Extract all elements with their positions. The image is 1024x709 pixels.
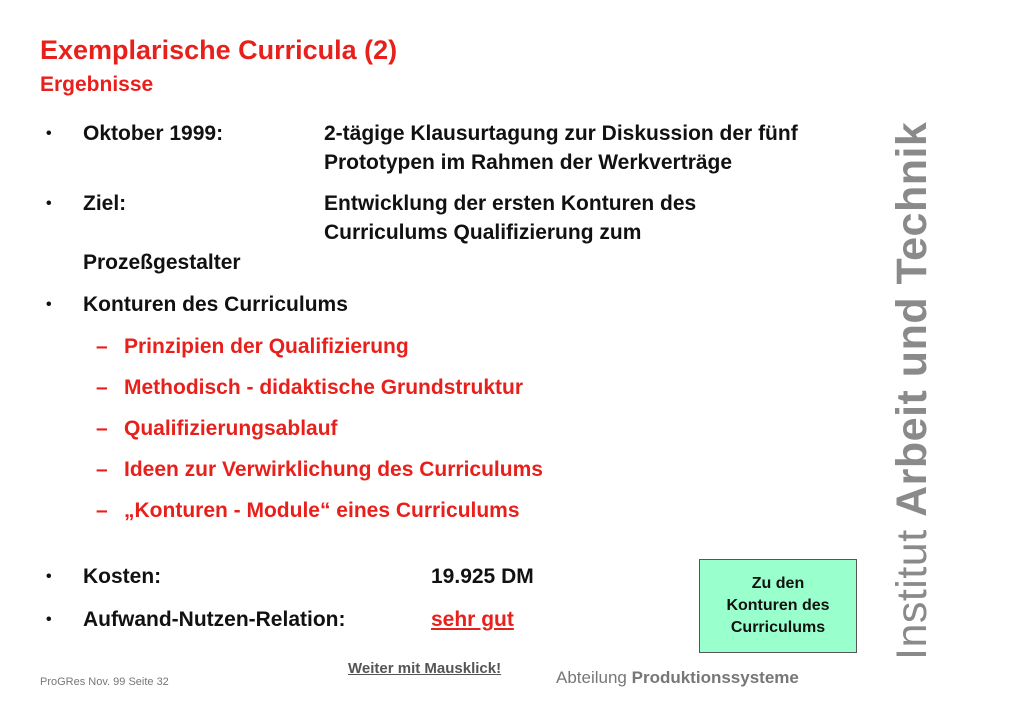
bullet-icon: • <box>46 611 52 628</box>
bullet-icon: • <box>46 195 52 212</box>
next-click-link[interactable]: Weiter mit Mausklick! <box>348 660 502 677</box>
sub-item-3: Qualifizierungsablauf <box>124 417 338 440</box>
ziel-text-line2: Curriculums Qualifizierung zum <box>324 221 642 244</box>
bullet-icon: • <box>46 125 52 142</box>
dash-icon: – <box>96 335 108 358</box>
bullet-icon: • <box>46 296 52 313</box>
oktober-text-line2: Prototypen im Rahmen der Werkverträge <box>324 151 733 174</box>
oktober-label: Oktober 1999: <box>83 122 224 145</box>
box-line3: Curriculums <box>730 619 826 636</box>
oktober-text-line1: 2-tägige Klausurtagung zur Diskussion der fünf <box>324 122 798 145</box>
dash-icon: – <box>96 417 108 440</box>
sub-item-5: „Konturen - Module“ eines Curriculums <box>124 499 520 522</box>
slide-subtitle: Ergebnisse <box>40 73 154 96</box>
footer-page-info: ProGRes Nov. 99 Seite 32 <box>40 676 169 688</box>
institute-vertical-text <box>889 122 935 660</box>
sub-item-1: Prinzipien der Qualifizierung <box>124 335 409 358</box>
kosten-value: 19.925 DM <box>431 565 534 588</box>
aufwand-value-link[interactable]: sehr gut <box>431 608 514 631</box>
ziel-label: Ziel: <box>83 192 127 215</box>
ziel-text-line1: Entwicklung der ersten Konturen des <box>324 192 697 215</box>
aufwand-label: Aufwand-Nutzen-Relation: <box>83 608 346 631</box>
ziel-text-line3: Prozeßgestalter <box>83 251 241 274</box>
box-line2: Konturen des <box>726 597 830 614</box>
kosten-label: Kosten: <box>83 565 162 588</box>
slide-title: Exemplarische Curricula (2) <box>40 35 398 65</box>
institute-light-text: Institut <box>888 516 936 660</box>
dash-icon: – <box>96 376 108 399</box>
footer-dept-prefix: Abteilung <box>556 668 632 687</box>
footer-department <box>556 668 799 688</box>
sub-item-2: Methodisch - didaktische Grundstruktur <box>124 376 524 399</box>
dash-icon: – <box>96 499 108 522</box>
box-line1: Zu den <box>751 575 805 592</box>
konturen-link-button[interactable] <box>699 559 857 653</box>
sub-item-4: Ideen zur Verwirklichung des Curriculums <box>124 458 543 481</box>
footer-dept-name: Produktionssysteme <box>631 668 799 687</box>
institute-bold-text: Arbeit und Technik <box>888 121 936 517</box>
dash-icon: – <box>96 458 108 481</box>
konturen-label: Konturen des Curriculums <box>83 293 348 316</box>
bullet-icon: • <box>46 568 52 585</box>
